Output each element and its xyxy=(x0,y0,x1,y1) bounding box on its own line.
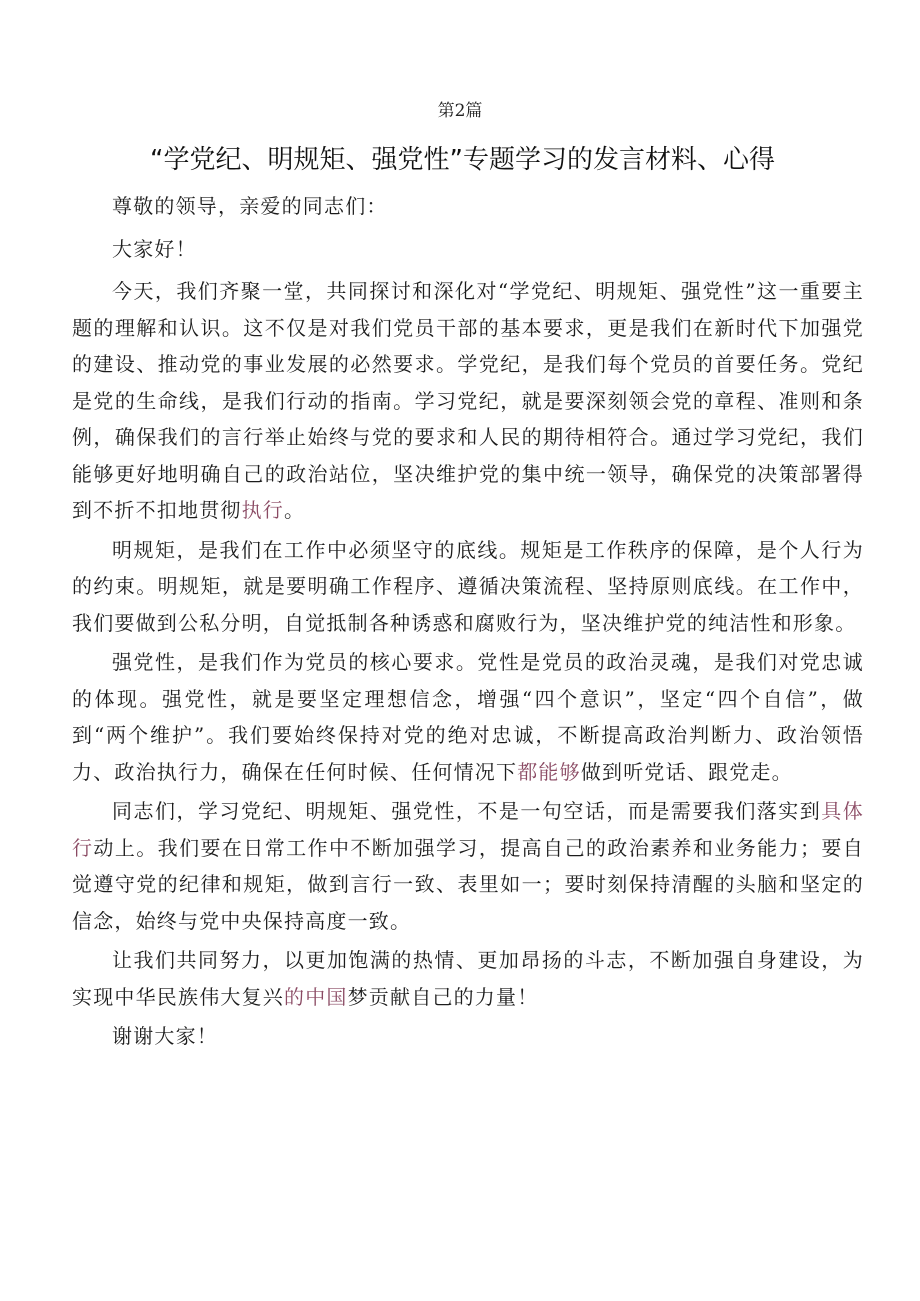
paragraph-2: 明规矩，是我们在工作中必须坚守的底线。规矩是工作秩序的保障，是个人行为的约束。明规矩，就是要明确工作程序、遵循决策流程、坚持原则底线。在工作中，我们要做到公私分明，自觉抵制各种诱惑和腐败行为，坚决维护党的纯洁性和形象。 xyxy=(72,537,864,635)
paragraph-1-end: 。 xyxy=(284,498,306,522)
document-title: “学党纪、明规矩、强党性”专题学习的发言材料、心得 xyxy=(150,145,775,175)
greeting: 大家好！ xyxy=(112,236,197,261)
paragraph-3-highlight: 都能够 xyxy=(517,759,581,784)
paragraph-5 xyxy=(72,942,864,1015)
paragraph-5-text-a: 让我们共同努力，以更加饱满的热情、更加昂扬的斗志，不断加强自身建设，为实现中华民族伟大复兴 xyxy=(72,948,864,1009)
paragraph-4-text-b: 动上。我们要在日常工作中不断加强学习，提高自己的政治素养和业务能力；要自觉遵守党的纪律和规矩，做到言行一致、表里如一；要时刻保持清醒的头脑和坚定的信念，始终与党中央保持高度一致。 xyxy=(72,835,865,933)
paragraph-4-highlight: 具体行 xyxy=(72,799,864,860)
paragraph-1 xyxy=(72,273,864,529)
paragraph-1-highlight: 执行 xyxy=(241,498,285,522)
paragraph-5-highlight: 的中国 xyxy=(284,984,348,1009)
salutation: 尊敬的领导，亲爱的同志们： xyxy=(112,194,388,218)
paragraph-5-text-b: 梦贡献自己的力量！ xyxy=(347,984,539,1009)
document-body xyxy=(72,188,864,1058)
chapter-label: 第2篇 xyxy=(437,101,483,121)
paragraph-1-text: 今天，我们齐聚一堂，共同探讨和深化对“学党纪、明规矩、强党性”这一重要主题的理解和认识。这不仅是对我们党员干部的基本要求，更是我们在新时代下加强党的建设、推动党的事业发展的必然要求。学党纪，是我们每个党员的首要任务。党纪是党的生命线，是我们行动的指南。学习党纪，就是要深刻领会党的章程、准则和条例，确保我们的言行举止始终与党的要求和人民的期待相符合。通过学习党纪，我们能够更好地明确自己的政治站位，坚决维护党的集中统一领导，确保党的决策部署得到不折不扣地贯彻 xyxy=(72,279,864,522)
paragraph-3-text-b: 做到听党话、跟党走。 xyxy=(580,759,793,784)
paragraph-4-text-a: 同志们，学习党纪、明规矩、强党性，不是一句空话，而是需要我们落实到 xyxy=(112,799,822,823)
closing: 谢谢大家！ xyxy=(112,1024,218,1048)
paragraph-4 xyxy=(72,793,864,939)
paragraph-3-text-a: 强党性，是我们作为党员的核心要求。党性是党员的政治灵魂，是我们对党忠诚的体现。强党性，就是要坚定理想信念，增强“四个意识”，坚定“四个自信”，做到“两个维护”。我们要始终保持对党的绝对忠诚，不断提高政治判断力、政治领悟力、政治执行力，确保在任何时候、任何情况下 xyxy=(72,650,864,784)
paragraph-3 xyxy=(72,644,864,790)
